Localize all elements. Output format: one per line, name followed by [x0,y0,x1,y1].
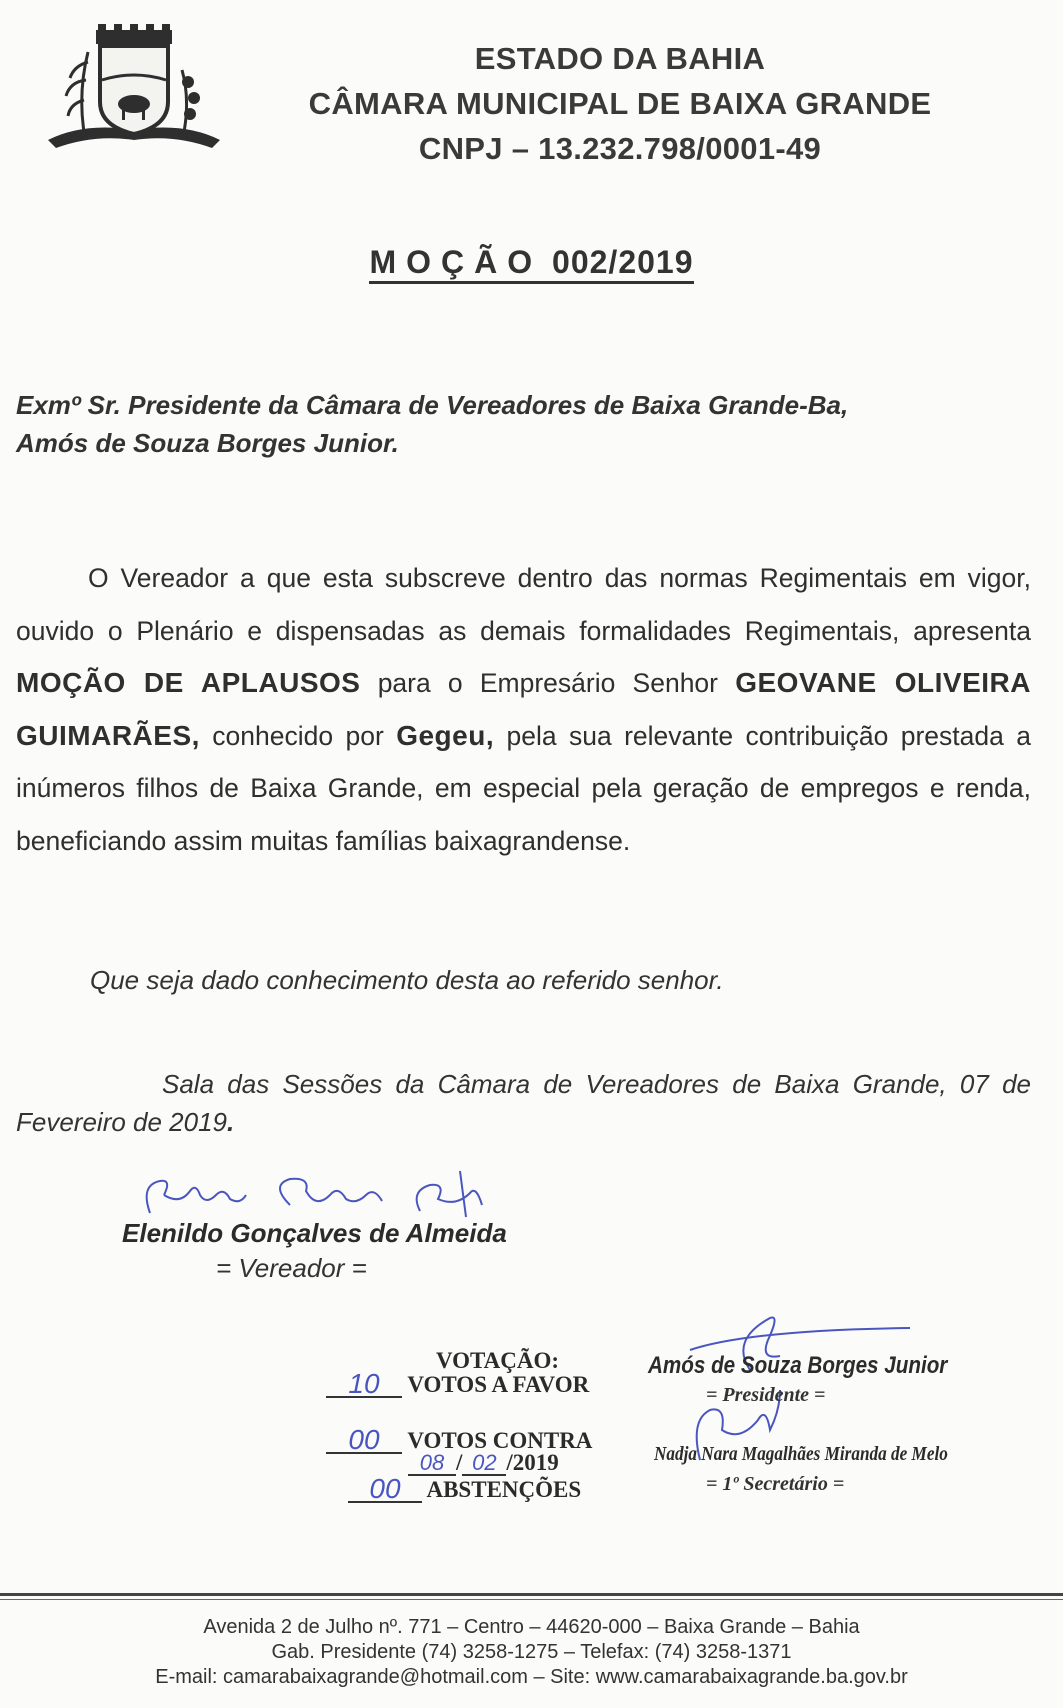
secretary-name: Nadja Nara Magalhães Miranda de Melo [654,1443,948,1465]
voting-heading: VOTAÇÃO: [436,1348,560,1373]
voting-date: 08 / 02 /2019 [408,1450,559,1476]
voting-date-year: /2019 [506,1450,559,1475]
letterhead [240,36,1000,171]
body-part-3: conhecido por [212,720,384,751]
addressee-line-1: Exmº Sr. Presidente da Câmara de Vereadores de Baixa Grande-Ba, [16,390,849,420]
session-end: . [227,1107,235,1137]
title-number: 002/2019 [552,244,693,284]
president-role: = Presidente = [706,1384,826,1406]
abstentions-row [348,1473,582,1504]
vereador-name: Elenildo Gonçalves de Almeida [122,1218,507,1248]
footer-phones: Gab. Presidente (74) 3258-1275 – Telefax: (74) 3258-1371 [271,1641,792,1663]
footer-rule-thin [0,1599,1063,1600]
motion-body [16,552,1031,867]
vereador-role: = Vereador = [216,1253,367,1283]
notice-line: Que seja dado conhecimento desta ao referido senhor. [90,965,724,995]
honoree-nickname: Gegeu, [396,719,495,751]
footer [0,1615,1063,1690]
votes-favor-label: VOTOS A FAVOR [407,1372,590,1397]
secretary-role: = 1º Secretário = [706,1473,845,1495]
letterhead-cnpj: CNPJ – 13.232.798/0001-49 [418,131,822,166]
votes-favor-row [326,1368,590,1399]
title-word: MOÇÃO [369,244,542,284]
votes-contra-count: 00 [326,1428,402,1454]
body-part-4: pela sua relevante contribuição prestada a inúmeros filhos de Baixa Grande, em especial pela geração de empregos e renda, beneficiando assim muitas famílias baixagrandense. [16,720,1031,856]
votes-contra-label: VOTOS CONTRA [407,1428,593,1453]
voting-date-month: 02 [462,1452,506,1476]
votes-favor-count: 10 [326,1372,402,1398]
document-title [0,244,1063,281]
motion-type: MOÇÃO DE APLAUSOS [16,667,361,698]
honoree-name: GEOVANE OLIVEIRA GUIMARÃES, [16,667,1031,751]
municipal-crest-icon [44,22,224,162]
president-name: Amós de Souza Borges Junior [648,1352,948,1379]
session-place-date [16,1065,1031,1141]
footer-address: Avenida 2 de Julho nº. 771 – Centro – 44620-000 – Baixa Grande – Bahia [203,1616,860,1638]
footer-rule [0,1593,1063,1596]
abstentions-label: ABSTENÇÕES [426,1477,582,1502]
footer-contact: E-mail: camarabaixagrande@hotmail.com – Site: www.camarabaixagrande.ba.gov.br [155,1666,908,1688]
addressee-line-2: Amós de Souza Borges Junior. [16,428,399,458]
addressee [16,386,848,462]
abstentions-count: 00 [348,1477,422,1503]
letterhead-chamber: CÂMARA MUNICIPAL DE BAIXA GRANDE [308,86,932,121]
body-part-1: O Vereador a que esta subscreve dentro das normas Regimentais em vigor, ouvido o Plenário e dispensadas as demais formalidades Regimentais, apresenta [16,563,1031,646]
session-text: Sala das Sessões da Câmara de Vereadores de Baixa Grande, 07 de Fevereiro de 2019 [16,1069,1031,1137]
voting-date-day: 08 [408,1452,456,1476]
letterhead-state: ESTADO DA BAHIA [474,41,766,76]
body-part-2: para o Empresário Senhor [377,668,718,698]
